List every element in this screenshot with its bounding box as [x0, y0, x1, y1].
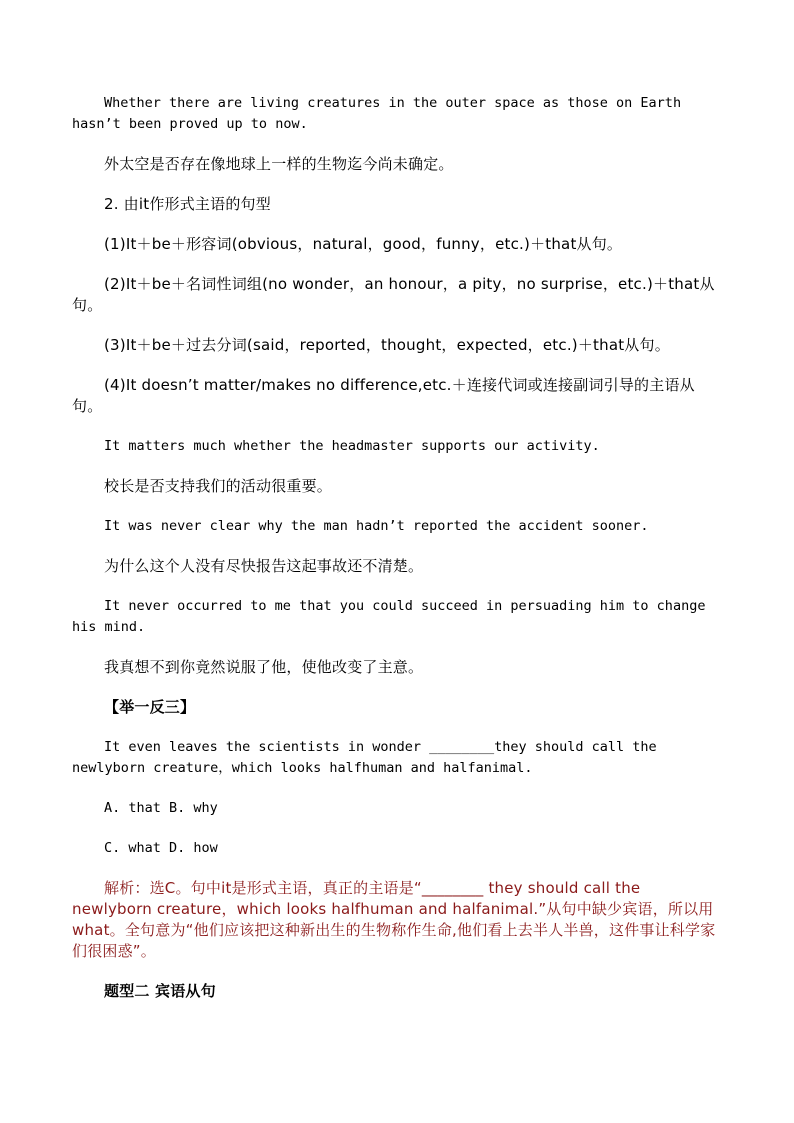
practice-heading: 【举一反三】 [104, 698, 196, 716]
answer-analysis: 解析：选C。句中it是形式主语，真正的主语是“________ they should call the newlyborn creature，which looks halfhuman and halfanimal.”从句中缺少宾语，所以用what。全句意为“他们应该把这种新出生的生物称作生命,他们看上去半人半兽，这件事让科学家们很困惑”。 [72, 879, 716, 960]
example-sentence-2: It matters much whether the headmaster supports our activity. [104, 438, 600, 454]
pattern-2: (2)It＋be＋名词性词组(no wonder，an honour，a pity，no surprise，etc.)＋that从句。 [72, 275, 715, 314]
section-heading-it-subject: 2. 由it作形式主语的句型 [104, 195, 271, 213]
pattern-4: (4)It doesn’t matter/makes no difference,etc.＋连接代词或连接副词引导的主语从句。 [72, 376, 695, 415]
example-translation-3: 为什么这个人没有尽快报告这起事故还不清楚。 [104, 557, 424, 575]
example-translation-1: 外太空是否存在像地球上一样的生物迄今尚未确定。 [104, 155, 454, 173]
example-translation-2: 校长是否支持我们的活动很重要。 [104, 477, 333, 495]
document-page [72, 93, 724, 1002]
example-sentence-3: It was never clear why the man hadn’t reported the accident sooner. [104, 518, 649, 534]
example-sentence-4: It never occurred to me that you could succeed in persuading him to change his mind. [72, 598, 706, 635]
example-translation-4: 我真想不到你竟然说服了他，使他改变了主意。 [104, 658, 424, 676]
pattern-3: (3)It＋be＋过去分词(said，reported，thought，expected，etc.)＋that从句。 [104, 336, 670, 354]
example-sentence-1: Whether there are living creatures in the outer space as those on Earth hasn’t been proved up to now. [72, 95, 682, 132]
options-a-b: A. that B. why [104, 800, 218, 816]
options-c-d: C. what D. how [104, 840, 218, 856]
section-heading-object-clause: 题型二 宾语从句 [104, 982, 216, 1000]
pattern-1: (1)It＋be＋形容词(obvious，natural，good，funny，etc.)＋that从句。 [104, 235, 623, 253]
practice-question: It even leaves the scientists in wonder ________they should call the newlyborn creature，which looks halfhuman and halfanimal. [72, 739, 657, 776]
